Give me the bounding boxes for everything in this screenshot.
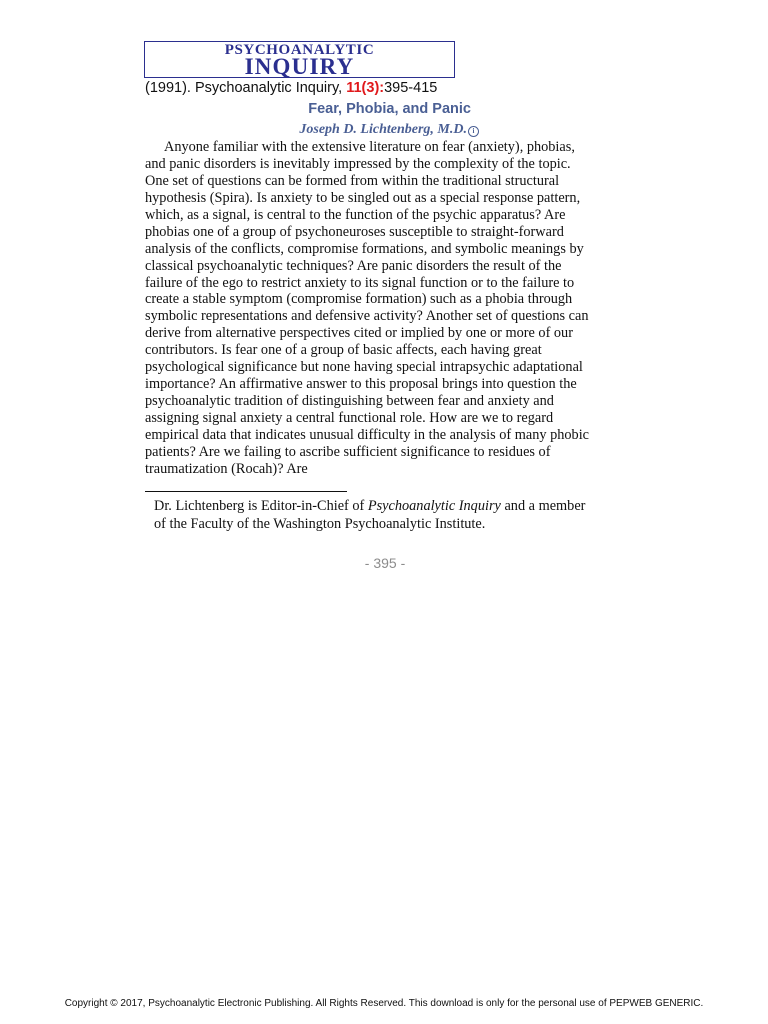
body-line: phobias one of a group of psychoneuroses susceptible to straight-forward [145,223,564,240]
body-line: Anyone familiar with the extensive literature on fear (anxiety), phobias, [164,139,575,155]
copyright-notice: Copyright © 2017, Psychoanalytic Electronic Publishing. All Rights Reserved. This download is only for the personal use of PEPWEB GENERIC. [64,998,704,1009]
body-line: hypothesis (Spira). Is anxiety to be singled out as a special response pattern, [145,189,581,206]
body-line: traumatization (Rocah)? Are [145,460,308,477]
citation-pages: 395-415 [384,80,438,96]
journal-logo-line1: PSYCHOANALYTIC [224,42,375,58]
body-line: patients? Are we failing to ascribe sufficient significance to residues of [145,443,551,460]
footnote-line-2: of the Faculty of the Washington Psychoanalytic Institute. [154,516,486,532]
article-body [145,139,625,478]
author-line [145,122,479,138]
body-line: empirical data that indicates unusual difficulty in the analysis of many phobic [145,426,590,443]
footnote-suffix: and a member [500,498,586,514]
body-line: contributors. Is fear one of a group of basic affects, each having great [145,342,542,359]
body-line: symbolic representations and defensive activity? Another set of questions can [145,308,589,325]
footnote-journal-name: Psychoanalytic Inquiry [367,498,501,514]
body-line: psychoanalytic tradition of distinguishing between fear and anxiety and [145,393,554,410]
body-line: and panic disorders is inevitably impressed by the complexity of the topic. [145,155,571,172]
journal-logo [144,41,455,78]
body-line: which, as a signal, is central to the function of the psychic apparatus? Are [145,206,566,223]
body-line: importance? An affirmative answer to this proposal brings into question the [145,376,577,393]
citation [145,80,437,96]
body-line: derive from alternative perspectives cited or implied by one or more of our [145,325,573,342]
citation-issue-link[interactable]: 11(3): [346,80,385,96]
journal-logo-line2: INQUIRY [244,54,355,79]
info-circle-icon[interactable]: i [468,126,479,137]
footnote-line-1 [154,497,634,515]
footnote-divider [145,491,347,492]
body-line: psychological significance but none having special intrapsychic adaptational [145,359,583,376]
body-line: failure of the ego to restrict anxiety to its signal function or to the failure to [145,274,575,291]
body-line: analysis of the conflicts, compromise formations, and symbolic meanings by [145,240,584,257]
article-title: Fear, Phobia, and Panic [308,101,471,117]
author-name[interactable]: Joseph D. Lichtenberg, M.D. [299,122,467,137]
body-line: classical psychoanalytic techniques? Are panic disorders the result of the [145,257,562,274]
footnote [154,497,634,533]
body-line: One set of questions can be formed from within the traditional structural [145,172,560,189]
citation-prefix: (1991). Psychoanalytic Inquiry, [145,80,347,96]
page-number: - 395 - [364,555,406,571]
footnote-prefix: Dr. Lichtenberg is Editor-in-Chief of [154,498,368,514]
body-line: create a stable symptom (compromise formation) such as a phobia through [145,291,573,308]
body-line: assigning signal anxiety a central functional role. How are we to regard [145,410,554,426]
